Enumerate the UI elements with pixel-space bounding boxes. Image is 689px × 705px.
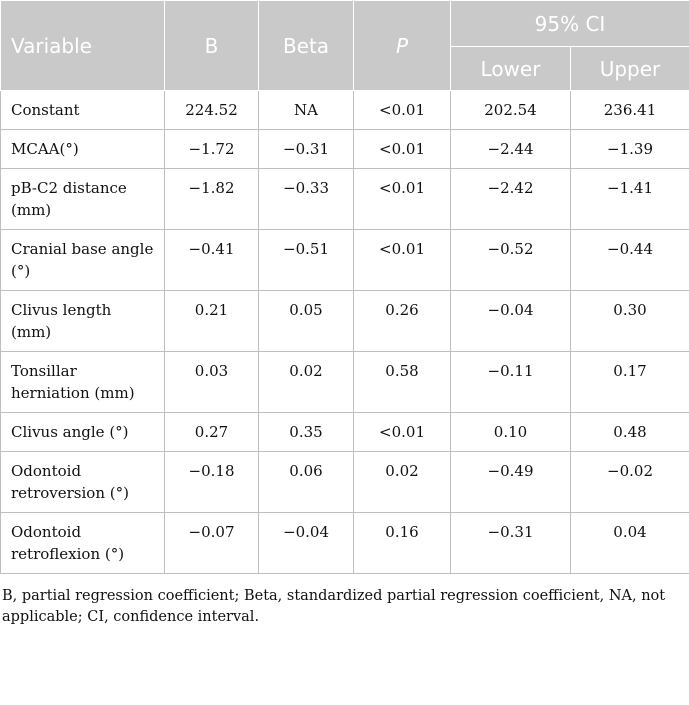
cell-beta: 0.05 — [259, 291, 354, 352]
cell-variable: Clivus angle (°) — [1, 413, 165, 452]
cell-lower: −0.52 — [451, 230, 571, 291]
cell-upper: −1.39 — [571, 130, 689, 169]
cell-b: 0.27 — [165, 413, 259, 452]
cell-variable: MCAA(°) — [1, 130, 165, 169]
cell-upper: −1.41 — [571, 169, 689, 230]
cell-beta: −0.33 — [259, 169, 354, 230]
cell-beta: 0.35 — [259, 413, 354, 452]
cell-variable: Tonsillar herniation (mm) — [1, 352, 165, 413]
cell-beta: 0.02 — [259, 352, 354, 413]
cell-upper: 0.30 — [571, 291, 689, 352]
cell-upper: 0.04 — [571, 513, 689, 574]
cell-variable: Constant — [1, 91, 165, 130]
cell-upper: 0.17 — [571, 352, 689, 413]
cell-b: −1.82 — [165, 169, 259, 230]
table-row — [1, 452, 689, 513]
cell-upper: 0.48 — [571, 413, 689, 452]
cell-b: −0.41 — [165, 230, 259, 291]
cell-beta: −0.04 — [259, 513, 354, 574]
cell-variable: pB-C2 distance (mm) — [1, 169, 165, 230]
table-row — [1, 352, 689, 413]
cell-upper: −0.02 — [571, 452, 689, 513]
cell-variable: Cranial base angle (°) — [1, 230, 165, 291]
cell-beta: NA — [259, 91, 354, 130]
cell-b: 0.21 — [165, 291, 259, 352]
table-header — [1, 1, 689, 91]
cell-lower: 202.54 — [451, 91, 571, 130]
header-ci: 95% CI — [451, 1, 689, 47]
cell-lower: −0.49 — [451, 452, 571, 513]
header-variable: Variable — [1, 1, 165, 91]
table-row — [1, 230, 689, 291]
header-beta: Beta — [259, 1, 354, 91]
cell-lower: −2.42 — [451, 169, 571, 230]
cell-b: −0.18 — [165, 452, 259, 513]
cell-lower: −0.11 — [451, 352, 571, 413]
cell-variable: Odontoid retroversion (°) — [1, 452, 165, 513]
cell-lower: −0.04 — [451, 291, 571, 352]
cell-p: <0.01 — [354, 169, 451, 230]
header-p: P — [354, 1, 451, 91]
table-row — [1, 91, 689, 130]
cell-lower: −2.44 — [451, 130, 571, 169]
cell-lower: −0.31 — [451, 513, 571, 574]
table-row — [1, 513, 689, 574]
table-row — [1, 169, 689, 230]
table-body — [1, 91, 689, 574]
cell-b: 224.52 — [165, 91, 259, 130]
cell-p: <0.01 — [354, 413, 451, 452]
cell-beta: −0.51 — [259, 230, 354, 291]
header-b: B — [165, 1, 259, 91]
cell-upper: −0.44 — [571, 230, 689, 291]
header-upper: Upper — [571, 47, 689, 91]
cell-p: <0.01 — [354, 130, 451, 169]
cell-p: 0.16 — [354, 513, 451, 574]
table-row — [1, 130, 689, 169]
cell-beta: −0.31 — [259, 130, 354, 169]
cell-p: 0.02 — [354, 452, 451, 513]
cell-beta: 0.06 — [259, 452, 354, 513]
cell-p: 0.58 — [354, 352, 451, 413]
cell-b: −0.07 — [165, 513, 259, 574]
cell-b: 0.03 — [165, 352, 259, 413]
cell-lower: 0.10 — [451, 413, 571, 452]
table-footnote: B, partial regression coefficient; Beta, standardized partial regression coefficient, NA, not applicable; CI, confidence interval. — [2, 588, 666, 625]
header-lower: Lower — [451, 47, 571, 91]
table-row — [1, 291, 689, 352]
cell-variable: Clivus length (mm) — [1, 291, 165, 352]
cell-variable: Odontoid retroflexion (°) — [1, 513, 165, 574]
table-row — [1, 413, 689, 452]
cell-p: <0.01 — [354, 91, 451, 130]
cell-p: <0.01 — [354, 230, 451, 291]
cell-p: 0.26 — [354, 291, 451, 352]
cell-b: −1.72 — [165, 130, 259, 169]
cell-upper: 236.41 — [571, 91, 689, 130]
